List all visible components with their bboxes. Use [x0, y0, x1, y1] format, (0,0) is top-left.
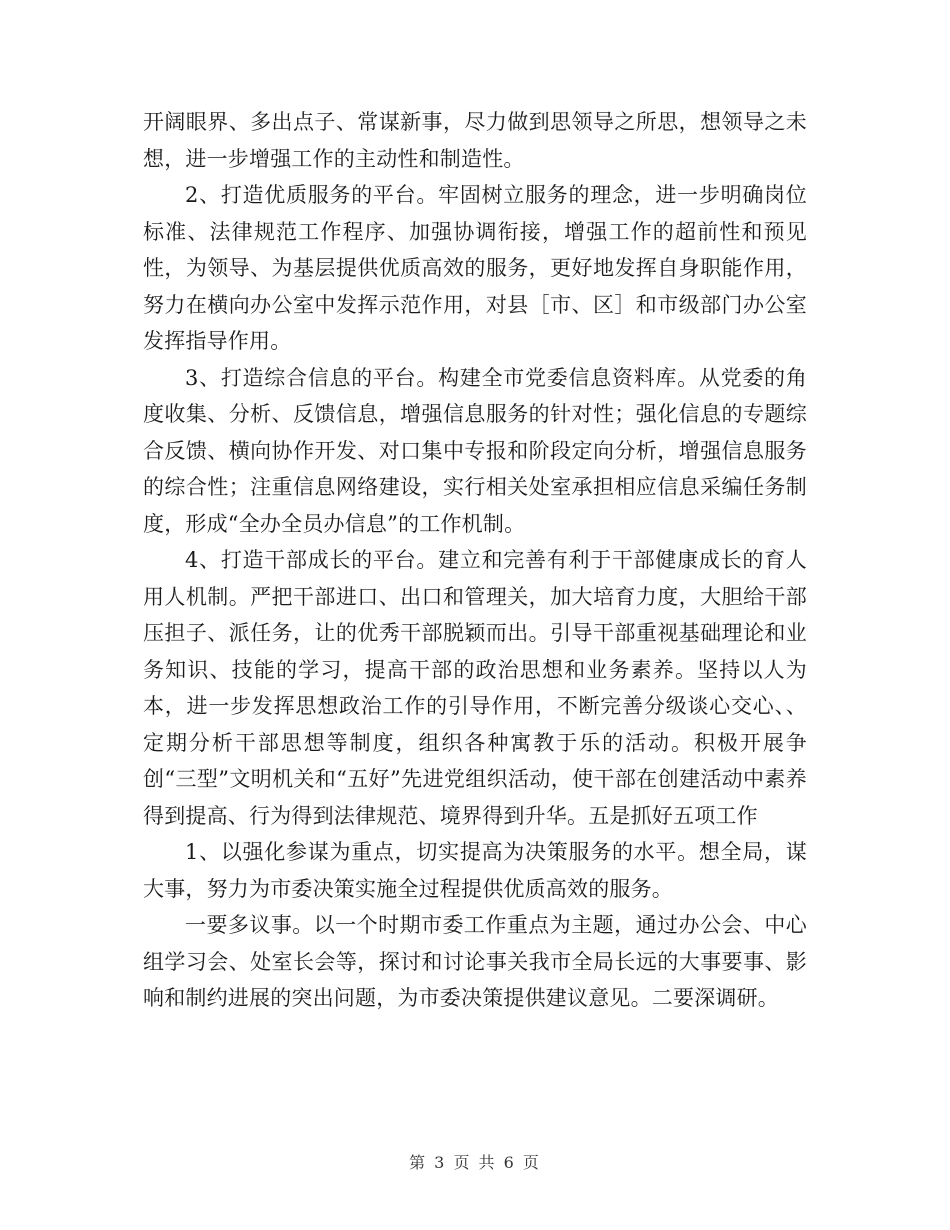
page-footer: 第 3 页 共 6 页 — [409, 1153, 541, 1172]
paragraph-discussion: 一要多议事。以一个时期市委工作重点为主题，通过办公会、中心组学习会、处室长会等，探讨和讨论事关我市全局长远的大事要事、影响和制约进展的突出问题，为市委决策提供建议意见。二要深调研。 — [143, 913, 807, 1010]
document-body — [143, 104, 807, 1017]
paragraph-cadre-platform: 4、打造干部成长的平台。建立和完善有利于干部健康成长的育人用人机制。严把干部进口、出口和管理关，加大培育力度，大胆给干部压担子、派任务，让的优秀干部脱颖而出。引导干部重视基础理论和业务知识、技能的学习，提高干部的政治思想和业务素养。坚持以人为本，进一步发挥思想政治工作的引导作用，不断完善分级谈心交心、、定期分析干部思想等制度，组织各种寓教于乐的活动。积极开展争创“三型”文明机关和“五好”先进党组织活动，使干部在创建活动中素养得到提高、行为得到法律规范、境界得到升华。五是抓好五项工作 — [143, 548, 807, 828]
paragraph-information-platform: 3、打造综合信息的平台。构建全市党委信息资料库。从党委的角度收集、分析、反馈信息，增强信息服务的针对性；强化信息的专题综合反馈、横向协作开发、对口集中专报和阶段定向分析，增强信息服务的综合性；注重信息网络建设，实行相关处室承担相应信息采编任务制度，形成“全办全员办信息”的工作机制。 — [143, 365, 807, 536]
paragraph-service-platform: 2、打造优质服务的平台。牢固树立服务的理念，进一步明确岗位标准、法律规范工作程序、加强协调衔接，增强工作的超前性和预见性，为领导、为基层提供优质高效的服务，更好地发挥自身职能作用，努力在横向办公室中发挥示范作用，对县［市、区］和市级部门办公室发挥指导作用。 — [143, 183, 807, 353]
paragraph-continuation: 开阔眼界、多出点子、常谋新事，尽力做到思领导之所思，想领导之未想，进一步增强工作的主动性和制造性。 — [143, 110, 807, 171]
paragraph-advisory-focus: 1、以强化参谋为重点，切实提高为决策服务的水平。想全局，谋大事，努力为市委决策实施全过程提供优质高效的服务。 — [143, 840, 807, 901]
